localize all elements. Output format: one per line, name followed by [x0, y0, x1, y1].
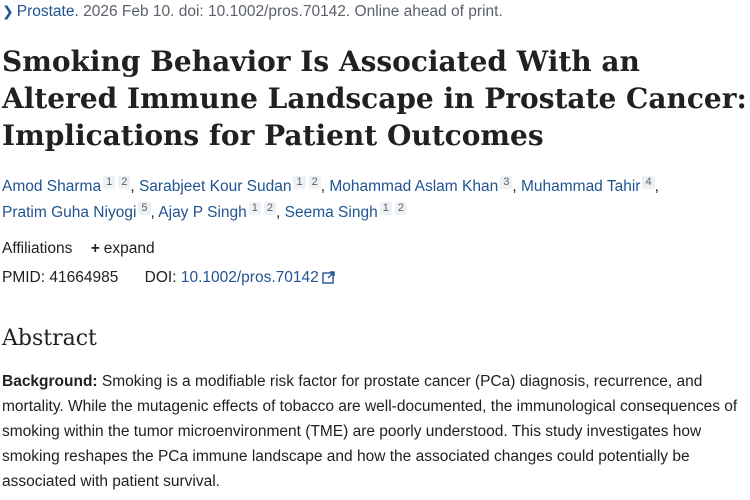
citation-line: [2, 3, 503, 21]
author-item: [139, 178, 321, 195]
article-identifiers: [2, 269, 335, 287]
external-link-icon: [322, 271, 335, 284]
pmid-value: 41664985: [49, 269, 119, 286]
affiliation-ref[interactable]: 1: [293, 176, 305, 189]
author-link[interactable]: Seema Singh: [284, 204, 378, 221]
journal-link[interactable]: Prostate.: [16, 3, 79, 20]
expand-button[interactable]: expand: [103, 240, 155, 257]
author-item: [329, 178, 512, 195]
author-link[interactable]: Pratim Guha Niyogi: [2, 204, 137, 221]
author-link[interactable]: Muhammad Tahir: [520, 178, 641, 195]
citation-details: 2026 Feb 10. doi: 10.1002/pros.70142. Online ahead of print.: [83, 3, 503, 20]
abstract-background: [2, 369, 744, 494]
background-text: Smoking is a modifiable risk factor for prostate cancer (PCa) diagnosis, recurrence, and mortality. While the mutagenic effects of tobacco are well-documented, the immunological consequences of smoking within the tumor microenvironment (TME) are poorly understood. This study investigates how smoking reshapes the PCa immune landscape and how the associated changes could potentially be associated with patient survival.: [2, 373, 738, 490]
plus-icon[interactable]: +: [90, 240, 100, 257]
affiliations-toggle: [2, 240, 155, 258]
author-item: [158, 204, 276, 221]
affiliation-ref[interactable]: 1: [249, 202, 261, 215]
affiliations-label: Affiliations: [2, 240, 73, 257]
background-label: Background:: [2, 373, 98, 390]
chevron-right-icon: ❯: [2, 3, 14, 19]
affiliation-ref[interactable]: 2: [309, 176, 321, 189]
author-link[interactable]: Mohammad Aslam Khan: [329, 178, 499, 195]
author-link[interactable]: Sarabjeet Kour Sudan: [138, 178, 292, 195]
doi-label: DOI:: [144, 269, 177, 286]
doi-value: 10.1002/pros.70142: [180, 269, 319, 286]
abstract-heading: Abstract: [2, 326, 97, 351]
affiliation-ref[interactable]: 2: [264, 202, 276, 215]
author-item: [521, 178, 655, 195]
author-item: [285, 204, 407, 221]
author-item: [2, 178, 130, 195]
article-title: Smoking Behavior Is Associated With an Altered Immune Landscape in Prostate Cancer: Implications for Patient Outcomes: [2, 45, 747, 152]
pmid-label: PMID:: [2, 269, 46, 286]
affiliation-ref[interactable]: 4: [642, 176, 654, 189]
affiliation-ref[interactable]: 2: [118, 176, 130, 189]
affiliation-ref[interactable]: 3: [500, 176, 512, 189]
affiliation-ref[interactable]: 2: [395, 202, 407, 215]
author-item: [2, 204, 151, 221]
doi-link[interactable]: [181, 269, 335, 286]
affiliation-ref[interactable]: 1: [380, 202, 392, 215]
affiliation-ref[interactable]: 5: [138, 202, 150, 215]
author-list: Amod Sharma 1 2 , Sarabjeet Kour Sudan 1 2 , Mohammad Aslam Khan 3 , Muhammad Tahir 4 , Pratim Guha Niyogi 5 , Ajay P Singh 1 2 , Seema Singh 1 2: [2, 176, 659, 221]
author-link[interactable]: Ajay P Singh: [158, 204, 247, 221]
affiliation-ref[interactable]: 1: [103, 176, 115, 189]
author-link[interactable]: Amod Sharma: [2, 178, 102, 195]
